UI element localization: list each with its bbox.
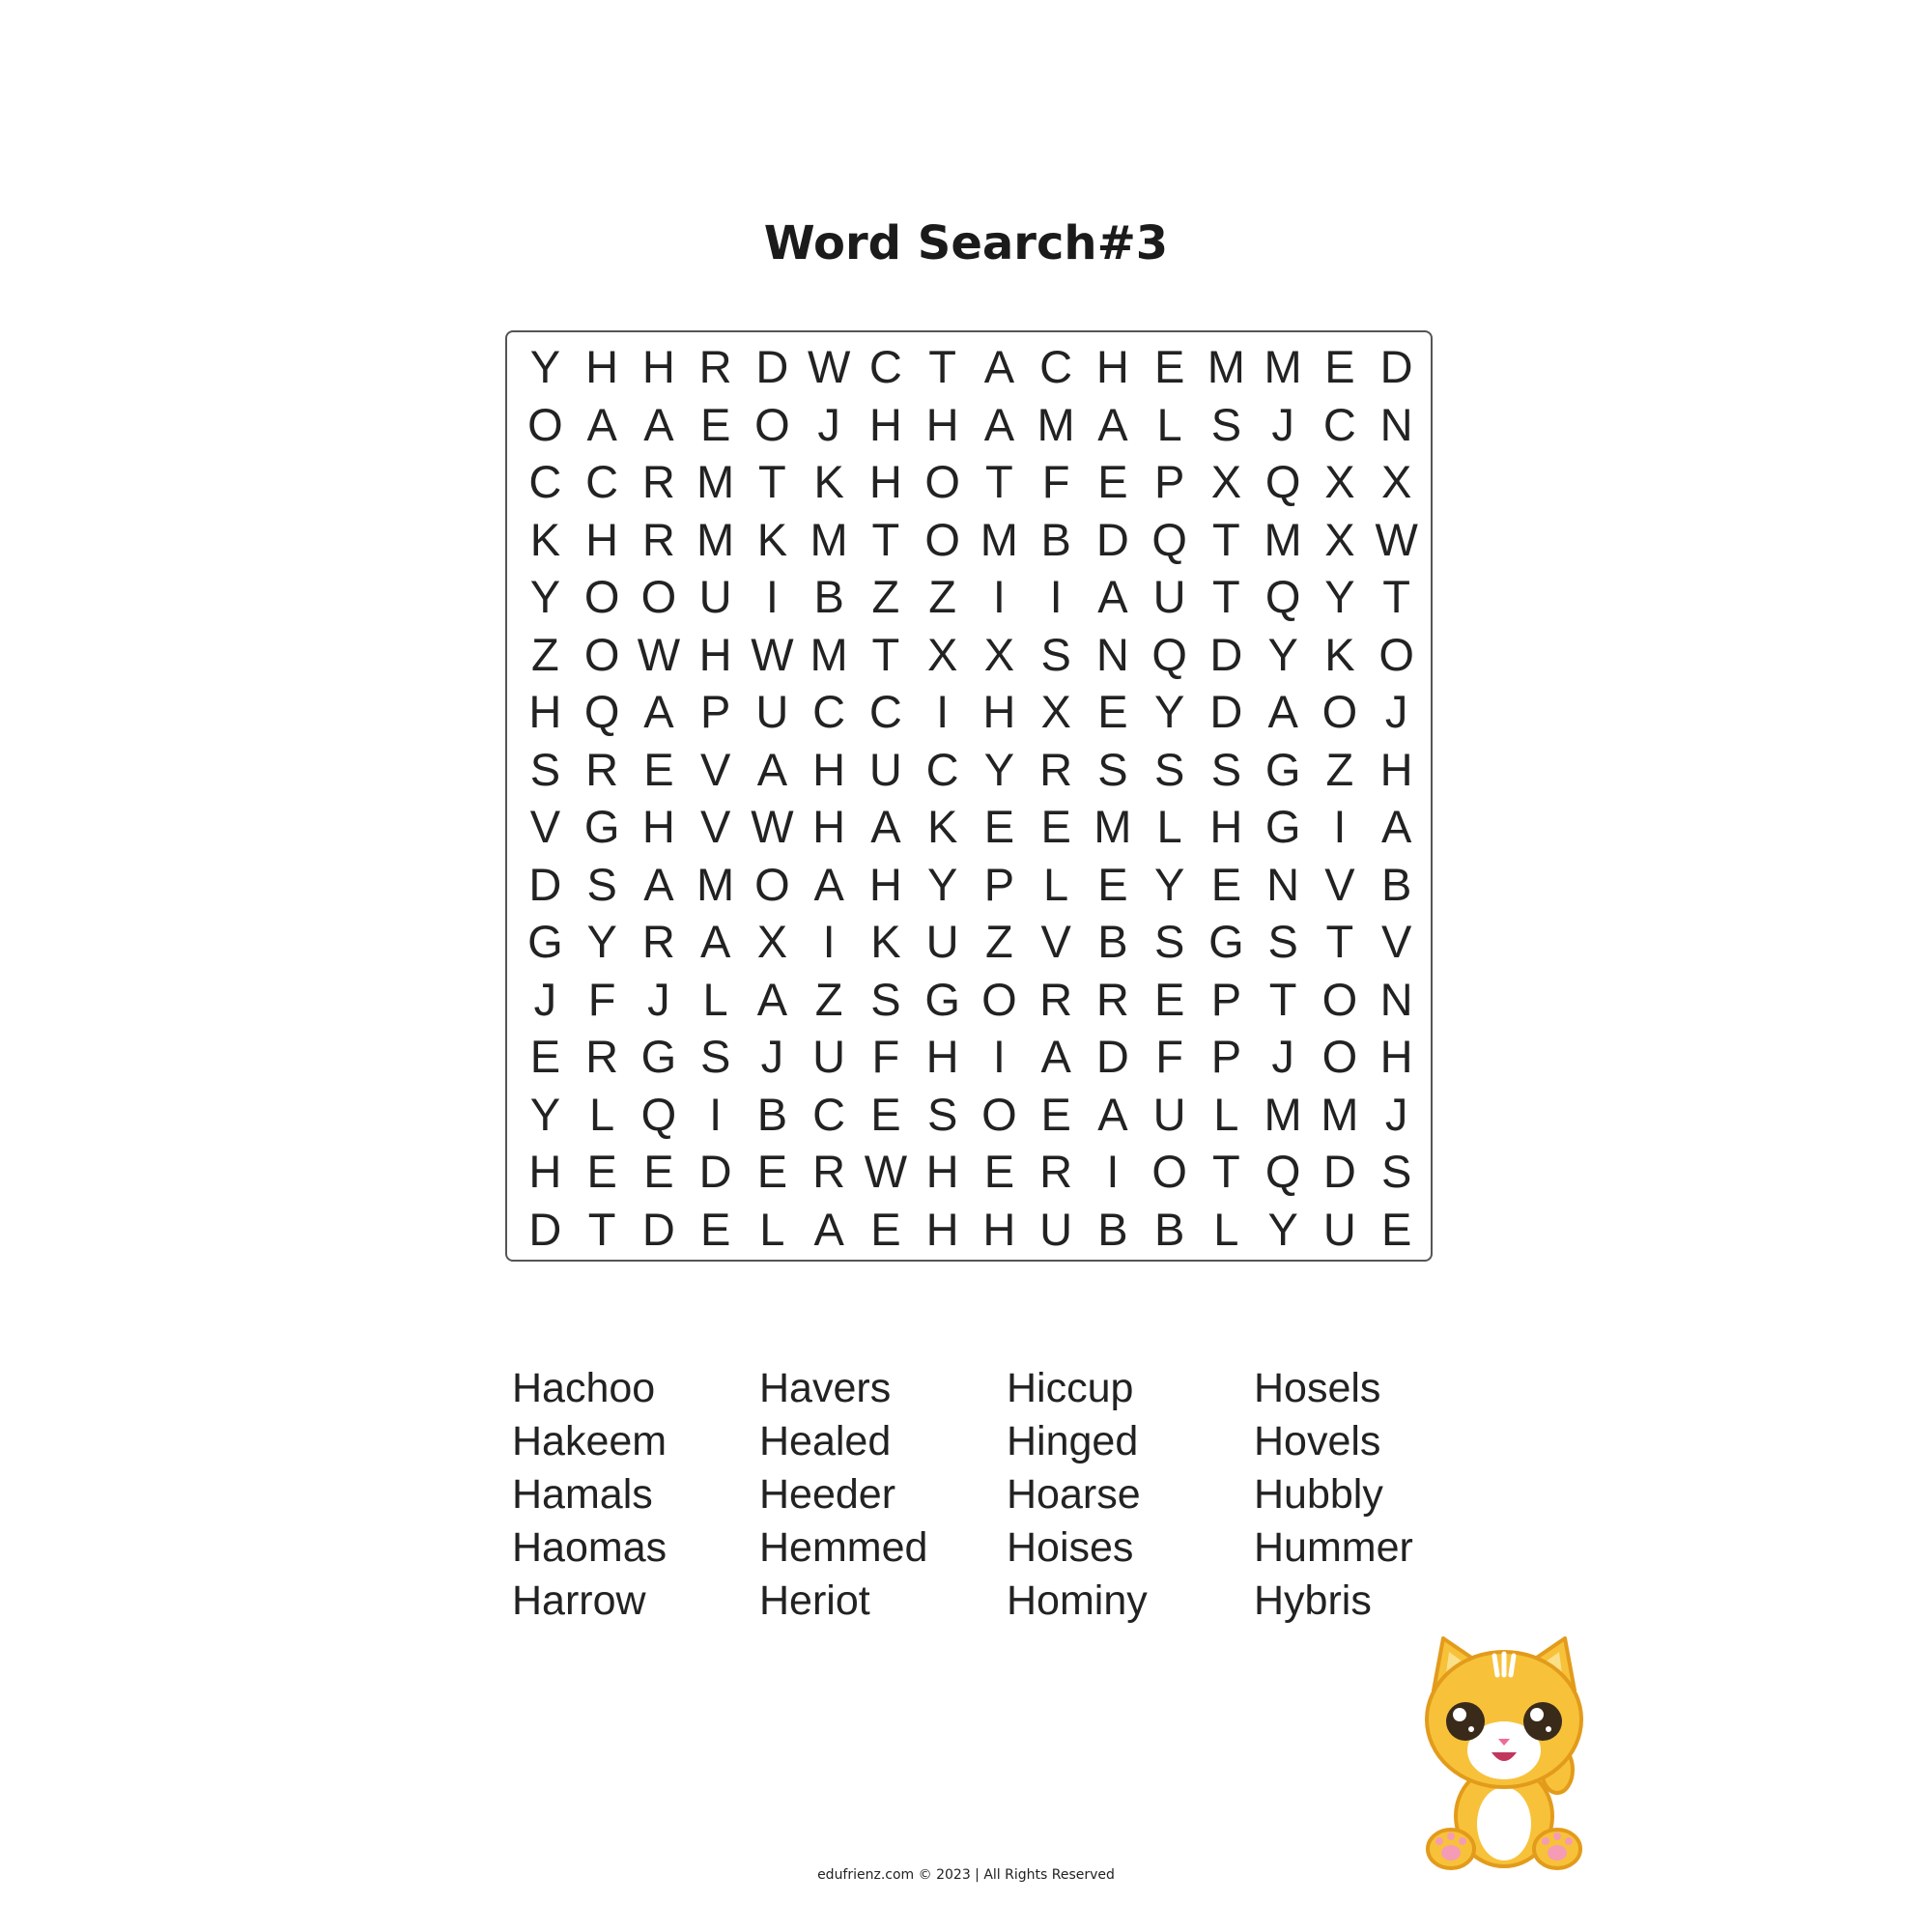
grid-cell: E: [643, 743, 674, 795]
grid-cell: P: [699, 686, 731, 738]
grid-cell: I: [936, 686, 950, 738]
grid-cell: E: [1040, 1088, 1071, 1140]
grid-cell: K: [926, 801, 958, 853]
grid-cell: A: [699, 916, 731, 968]
grid-cell: P: [1210, 973, 1242, 1025]
grid-cell: W: [864, 1146, 908, 1198]
grid-cell: T: [1212, 1146, 1240, 1198]
grid-cell: Q: [1264, 571, 1301, 623]
grid-cell: U: [755, 686, 789, 738]
grid-cell: D: [528, 1203, 562, 1255]
grid-cell: E: [1153, 973, 1185, 1025]
grid-cell: E: [1097, 456, 1128, 508]
grid-cell: D: [1209, 686, 1243, 738]
grid-cell: W: [807, 341, 851, 393]
word-list-item: Hoises: [1007, 1524, 1134, 1571]
word-list-item: Hinged: [1007, 1418, 1139, 1464]
grid-cell: E: [983, 801, 1015, 853]
grid-cell: K: [529, 513, 561, 565]
grid-cell: M: [1037, 398, 1075, 450]
grid-cell: P: [983, 858, 1015, 910]
word-list-item: Hoarse: [1007, 1471, 1141, 1518]
grid-cell: S: [699, 1031, 731, 1083]
grid-cell: H: [585, 513, 619, 565]
grid-cell: R: [585, 743, 619, 795]
grid-cell: H: [585, 341, 619, 393]
grid-cell: X: [926, 628, 958, 680]
grid-cell: H: [982, 686, 1016, 738]
grid-cell: T: [587, 1203, 616, 1255]
grid-cell: W: [751, 628, 794, 680]
grid-cell: B: [1380, 858, 1412, 910]
grid-cell: C: [812, 686, 846, 738]
word-list-item: Healed: [759, 1418, 892, 1464]
grid-cell: J: [1384, 1088, 1408, 1140]
grid-cell: Y: [1153, 858, 1185, 910]
grid-cell: Q: [583, 686, 620, 738]
grid-cell: Q: [1264, 456, 1301, 508]
word-search-grid: [517, 338, 1425, 1258]
grid-cell: S: [1210, 398, 1242, 450]
word-list-item: Hummer: [1254, 1524, 1413, 1571]
grid-cell: H: [925, 1203, 959, 1255]
grid-cell: L: [1213, 1203, 1239, 1255]
grid-cell: E: [1210, 858, 1242, 910]
grid-cell: K: [1324, 628, 1355, 680]
grid-cell: O: [924, 513, 960, 565]
grid-cell: E: [1380, 1203, 1412, 1255]
grid-cell: D: [528, 858, 562, 910]
grid-cell: T: [1212, 513, 1240, 565]
grid-cell: E: [983, 1146, 1015, 1198]
grid-cell: E: [870, 1203, 901, 1255]
grid-cell: X: [983, 628, 1015, 680]
grid-cell: S: [586, 858, 617, 910]
grid-cell: T: [758, 456, 786, 508]
grid-cell: H: [868, 398, 902, 450]
grid-cell: Q: [640, 1088, 677, 1140]
grid-cell: Y: [1324, 571, 1355, 623]
grid-cell: R: [641, 916, 675, 968]
grid-cell: U: [812, 1031, 846, 1083]
kitten-mascot-icon: [1412, 1625, 1596, 1876]
grid-cell: G: [1264, 743, 1301, 795]
grid-cell: H: [641, 801, 675, 853]
grid-cell: S: [870, 973, 901, 1025]
grid-cell: E: [1040, 801, 1071, 853]
grid-cell: E: [643, 1146, 674, 1198]
grid-cell: L: [1156, 398, 1182, 450]
grid-cell: U: [1152, 1088, 1186, 1140]
grid-cell: M: [696, 858, 735, 910]
grid-cell: C: [925, 743, 959, 795]
grid-cell: G: [527, 916, 563, 968]
grid-cell: D: [1322, 1146, 1356, 1198]
grid-cell: V: [699, 743, 731, 795]
grid-cell: M: [1264, 513, 1302, 565]
grid-cell: H: [1379, 1031, 1413, 1083]
grid-cell: E: [1324, 341, 1355, 393]
grid-cell: O: [1378, 628, 1414, 680]
grid-cell: O: [583, 628, 620, 680]
grid-cell: M: [1321, 1088, 1359, 1140]
grid-cell: M: [1264, 341, 1302, 393]
grid-cell: P: [1153, 456, 1185, 508]
grid-cell: E: [756, 1146, 788, 1198]
grid-cell: H: [528, 1146, 562, 1198]
grid-cell: B: [1153, 1203, 1185, 1255]
grid-cell: E: [1097, 858, 1128, 910]
grid-cell: K: [756, 513, 788, 565]
grid-cell: D: [755, 341, 789, 393]
grid-cell: I: [822, 916, 836, 968]
grid-cell: S: [1210, 743, 1242, 795]
grid-cell: A: [1267, 686, 1298, 738]
grid-cell: V: [1324, 858, 1355, 910]
grid-cell: V: [1040, 916, 1071, 968]
grid-cell: H: [1209, 801, 1243, 853]
grid-cell: B: [813, 571, 844, 623]
grid-cell: A: [643, 858, 674, 910]
grid-cell: A: [1040, 1031, 1071, 1083]
grid-cell: Y: [1267, 1203, 1298, 1255]
grid-cell: R: [1095, 973, 1129, 1025]
grid-cell: K: [870, 916, 901, 968]
grid-cell: Z: [928, 571, 956, 623]
grid-cell: C: [1322, 398, 1356, 450]
grid-cell: A: [643, 686, 674, 738]
grid-cell: X: [1324, 456, 1355, 508]
grid-cell: B: [1097, 1203, 1128, 1255]
grid-cell: M: [1207, 341, 1245, 393]
grid-cell: T: [1212, 571, 1240, 623]
grid-cell: O: [1151, 1146, 1187, 1198]
word-list-item: Hakeem: [512, 1418, 668, 1464]
grid-cell: L: [1213, 1088, 1239, 1140]
grid-cell: L: [589, 1088, 615, 1140]
grid-cell: E: [1097, 686, 1128, 738]
grid-cell: O: [1321, 1031, 1358, 1083]
grid-cell: T: [871, 628, 900, 680]
grid-cell: I: [765, 571, 779, 623]
grid-cell: Y: [1267, 628, 1298, 680]
grid-cell: Y: [529, 341, 561, 393]
grid-cell: Q: [1151, 513, 1187, 565]
grid-cell: B: [1097, 916, 1128, 968]
word-list-item: Hominy: [1007, 1577, 1148, 1624]
word-list-item: Hamals: [512, 1471, 653, 1518]
grid-cell: T: [928, 341, 956, 393]
grid-cell: J: [817, 398, 840, 450]
word-list-item: Hemmed: [759, 1524, 928, 1571]
grid-cell: A: [756, 743, 788, 795]
grid-cell: I: [992, 571, 1006, 623]
grid-cell: J: [1271, 1031, 1294, 1083]
grid-cell: J: [533, 973, 557, 1025]
grid-cell: W: [751, 801, 794, 853]
grid-cell: E: [870, 1088, 901, 1140]
grid-cell: N: [1095, 628, 1129, 680]
grid-cell: D: [698, 1146, 732, 1198]
grid-cell: W: [637, 628, 681, 680]
grid-cell: Z: [814, 973, 843, 1025]
grid-cell: H: [812, 801, 846, 853]
word-list-item: Hovels: [1254, 1418, 1381, 1464]
grid-cell: G: [924, 973, 960, 1025]
word-list-item: Hiccup: [1007, 1365, 1134, 1411]
grid-cell: N: [1379, 398, 1413, 450]
grid-cell: C: [812, 1088, 846, 1140]
grid-cell: U: [1152, 571, 1186, 623]
grid-cell: S: [1380, 1146, 1412, 1198]
grid-cell: K: [813, 456, 844, 508]
grid-cell: A: [643, 398, 674, 450]
grid-cell: W: [1375, 513, 1418, 565]
grid-cell: A: [983, 341, 1015, 393]
page-title: Word Search#3: [763, 216, 1169, 270]
grid-cell: T: [1325, 916, 1354, 968]
grid-cell: T: [985, 456, 1013, 508]
grid-cell: C: [868, 686, 902, 738]
grid-cell: H: [868, 858, 902, 910]
grid-cell: O: [1321, 686, 1358, 738]
grid-cell: M: [696, 513, 735, 565]
grid-cell: V: [699, 801, 731, 853]
grid-cell: L: [1156, 801, 1182, 853]
grid-cell: Y: [926, 858, 958, 910]
grid-cell: S: [1097, 743, 1128, 795]
grid-cell: I: [992, 1031, 1006, 1083]
grid-cell: R: [698, 341, 732, 393]
grid-cell: U: [1039, 1203, 1073, 1255]
grid-cell: H: [698, 628, 732, 680]
word-list: [512, 1362, 1478, 1642]
grid-cell: I: [1333, 801, 1347, 853]
grid-cell: M: [980, 513, 1018, 565]
grid-cell: A: [1097, 1088, 1128, 1140]
grid-cell: S: [926, 1088, 958, 1140]
word-list-item: Harrow: [512, 1577, 646, 1624]
grid-cell: U: [1322, 1203, 1356, 1255]
grid-cell: D: [1379, 341, 1413, 393]
grid-cell: A: [1380, 801, 1412, 853]
grid-cell: Y: [1153, 686, 1185, 738]
grid-cell: M: [1094, 801, 1132, 853]
grid-cell: G: [1208, 916, 1244, 968]
grid-cell: H: [1379, 743, 1413, 795]
grid-cell: H: [982, 1203, 1016, 1255]
grid-cell: X: [1210, 456, 1242, 508]
grid-cell: Y: [529, 1088, 561, 1140]
grid-cell: Y: [529, 571, 561, 623]
grid-cell: X: [1380, 456, 1412, 508]
grid-cell: E: [586, 1146, 617, 1198]
grid-cell: A: [1097, 398, 1128, 450]
grid-cell: A: [870, 801, 901, 853]
grid-cell: L: [759, 1203, 785, 1255]
grid-cell: M: [1264, 1088, 1302, 1140]
grid-cell: B: [1040, 513, 1071, 565]
grid-cell: F: [871, 1031, 900, 1083]
grid-cell: S: [529, 743, 561, 795]
grid-cell: G: [1264, 801, 1301, 853]
grid-cell: J: [1271, 398, 1294, 450]
grid-cell: S: [1153, 916, 1185, 968]
grid-cell: D: [1095, 513, 1129, 565]
grid-cell: S: [1267, 916, 1298, 968]
grid-cell: O: [527, 398, 563, 450]
grid-cell: N: [1379, 973, 1413, 1025]
word-search-grid-frame: [505, 330, 1433, 1262]
grid-cell: D: [1209, 628, 1243, 680]
grid-cell: A: [983, 398, 1015, 450]
grid-cell: U: [925, 916, 959, 968]
grid-cell: J: [760, 1031, 784, 1083]
grid-cell: C: [1039, 341, 1073, 393]
grid-cell: E: [699, 1203, 731, 1255]
grid-cell: E: [529, 1031, 561, 1083]
grid-cell: M: [696, 456, 735, 508]
grid-cell: E: [699, 398, 731, 450]
grid-cell: O: [754, 398, 790, 450]
grid-cell: C: [585, 456, 619, 508]
grid-cell: P: [1210, 1031, 1242, 1083]
grid-cell: H: [925, 1146, 959, 1198]
grid-cell: S: [1153, 743, 1185, 795]
word-list-item: Havers: [759, 1365, 892, 1411]
grid-cell: T: [871, 513, 900, 565]
grid-cell: V: [1380, 916, 1412, 968]
grid-cell: A: [586, 398, 617, 450]
grid-cell: H: [925, 1031, 959, 1083]
grid-cell: O: [754, 858, 790, 910]
grid-cell: X: [1324, 513, 1355, 565]
grid-cell: G: [583, 801, 620, 853]
grid-cell: A: [756, 973, 788, 1025]
grid-cell: Y: [983, 743, 1015, 795]
grid-cell: N: [1266, 858, 1300, 910]
grid-cell: I: [709, 1088, 723, 1140]
grid-cell: J: [647, 973, 670, 1025]
grid-cell: X: [1040, 686, 1071, 738]
grid-cell: O: [924, 456, 960, 508]
grid-cell: Q: [1264, 1146, 1301, 1198]
grid-cell: H: [1095, 341, 1129, 393]
grid-cell: M: [810, 513, 848, 565]
grid-cell: H: [812, 743, 846, 795]
grid-cell: R: [1039, 973, 1073, 1025]
copyright-footer: edufrienz.com © 2023 | All Rights Reserved: [817, 1867, 1115, 1883]
grid-cell: H: [925, 398, 959, 450]
grid-cell: O: [1321, 973, 1358, 1025]
word-list-item: Hybris: [1254, 1577, 1372, 1624]
grid-cell: E: [1153, 341, 1185, 393]
grid-cell: D: [641, 1203, 675, 1255]
grid-cell: R: [585, 1031, 619, 1083]
grid-cell: O: [640, 571, 677, 623]
grid-cell: G: [640, 1031, 677, 1083]
grid-cell: I: [1106, 1146, 1120, 1198]
grid-cell: L: [702, 973, 728, 1025]
grid-cell: T: [1382, 571, 1410, 623]
grid-cell: Z: [1325, 743, 1354, 795]
grid-cell: F: [1155, 1031, 1183, 1083]
grid-cell: U: [698, 571, 732, 623]
grid-cell: H: [528, 686, 562, 738]
grid-cell: A: [1097, 571, 1128, 623]
word-list-item: Haomas: [512, 1524, 668, 1571]
grid-cell: Q: [1151, 628, 1187, 680]
grid-cell: H: [868, 456, 902, 508]
grid-cell: Z: [531, 628, 559, 680]
grid-cell: X: [756, 916, 788, 968]
grid-cell: O: [583, 571, 620, 623]
grid-cell: T: [1268, 973, 1297, 1025]
grid-cell: M: [810, 628, 848, 680]
grid-cell: U: [868, 743, 902, 795]
grid-cell: H: [641, 341, 675, 393]
grid-cell: R: [641, 513, 675, 565]
word-list-item: Hosels: [1254, 1365, 1381, 1411]
grid-cell: O: [981, 1088, 1017, 1140]
grid-cell: A: [813, 858, 844, 910]
grid-cell: Z: [985, 916, 1013, 968]
grid-cell: R: [641, 456, 675, 508]
grid-cell: J: [1384, 686, 1408, 738]
grid-cell: B: [756, 1088, 788, 1140]
grid-cell: F: [1041, 456, 1070, 508]
grid-cell: A: [813, 1203, 844, 1255]
grid-cell: S: [1040, 628, 1071, 680]
word-list-item: Heeder: [759, 1471, 896, 1518]
grid-cell: D: [1095, 1031, 1129, 1083]
grid-cell: R: [812, 1146, 846, 1198]
word-list-item: Hachoo: [512, 1365, 656, 1411]
grid-cell: C: [528, 456, 562, 508]
grid-cell: V: [529, 801, 561, 853]
word-list-item: Hubbly: [1254, 1471, 1383, 1518]
grid-cell: I: [1049, 571, 1063, 623]
grid-cell: L: [1043, 858, 1069, 910]
grid-cell: O: [981, 973, 1017, 1025]
grid-cell: R: [1039, 1146, 1073, 1198]
grid-cell: C: [868, 341, 902, 393]
grid-cell: F: [587, 973, 616, 1025]
word-list-item: Heriot: [759, 1577, 870, 1624]
grid-cell: R: [1039, 743, 1073, 795]
grid-cell: Z: [871, 571, 900, 623]
grid-cell: Y: [586, 916, 617, 968]
